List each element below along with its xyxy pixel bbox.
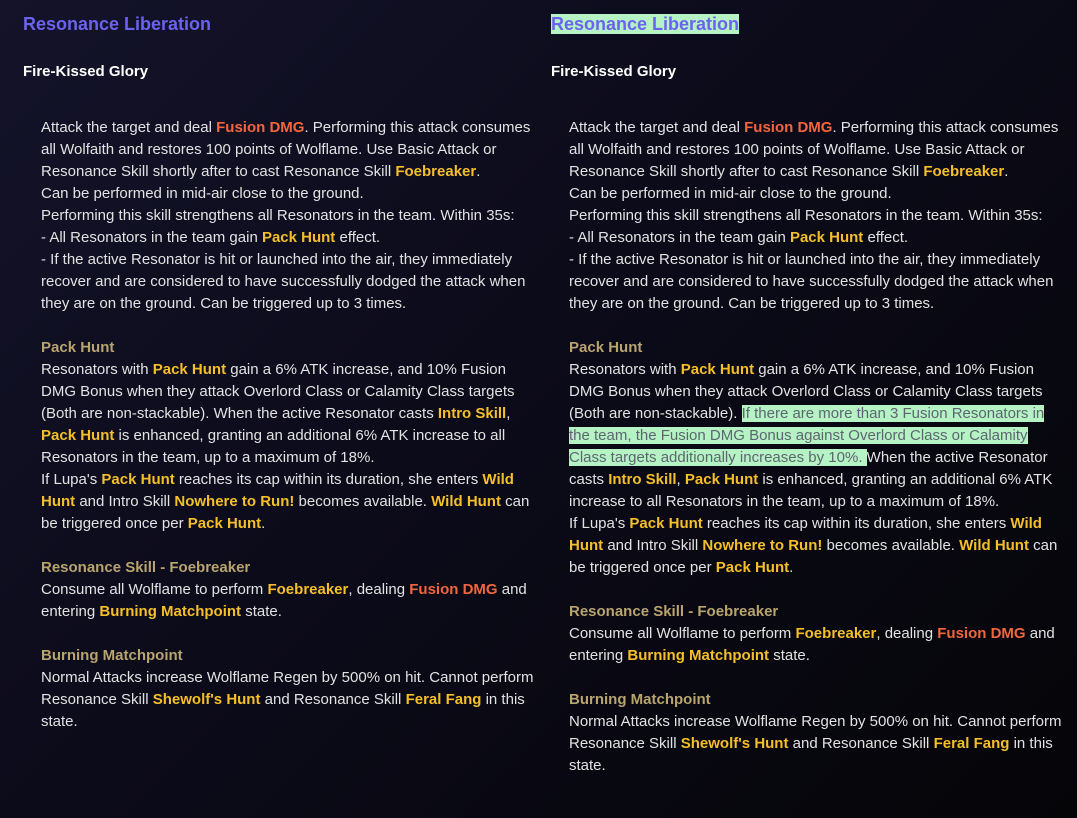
text: state. <box>241 603 282 620</box>
text: and entering <box>41 581 527 620</box>
text: Attack the target and deal <box>569 119 745 136</box>
text: Resonators with <box>569 361 681 378</box>
wild-hunt-paragraph <box>569 513 1066 579</box>
keyword: Foebreaker <box>795 625 877 642</box>
text: , <box>506 405 511 422</box>
keyword: Pack Hunt <box>684 471 759 488</box>
text: . <box>1004 163 1009 180</box>
pack-hunt-heading: Pack Hunt <box>569 339 643 356</box>
keyword: Nowhere to Run! <box>174 493 295 510</box>
text: can be triggered once per <box>41 493 530 532</box>
text: can be triggered once per <box>569 537 1058 576</box>
text: in this state. <box>41 691 525 730</box>
text: , <box>676 471 685 488</box>
text: becomes available. <box>294 493 432 510</box>
text: and Intro Skill <box>75 493 175 510</box>
keyword: Burning Matchpoint <box>99 603 242 620</box>
text: Normal Attacks increase Wolflame Regen by 500% on hit. Cannot perform Resonance Skill <box>41 669 534 708</box>
keyword: Pack Hunt <box>101 471 175 488</box>
main-paragraph <box>569 117 1066 183</box>
keyword: Wild Hunt <box>569 515 1042 554</box>
text: , dealing <box>876 625 938 642</box>
section-title-text: Resonance Liberation <box>551 14 740 34</box>
keyword: Pack Hunt <box>187 515 262 532</box>
keyword: Feral Fang <box>405 691 482 708</box>
text: becomes available. <box>822 537 960 554</box>
text: Consume all Wolflame to perform <box>41 581 268 598</box>
bullet-line: - If the active Resonator is hit or launched into the air, they immediately recover and are considered to have successfully dodged the attack when they are on the ground. Can be triggered up to 3 times. <box>41 251 526 312</box>
keyword: Intro Skill <box>608 471 677 488</box>
text: - All Resonators in the team gain <box>41 229 262 246</box>
keyword: Wild Hunt <box>431 493 501 510</box>
spacer <box>41 623 538 645</box>
bullet-line: - If the active Resonator is hit or launched into the air, they immediately recover and are considered to have successfully dodged the attack when they are on the ground. Can be triggered up to 3 times. <box>569 251 1054 312</box>
keyword: Fusion DMG <box>937 625 1026 642</box>
burning-matchpoint-heading: Burning Matchpoint <box>569 691 711 708</box>
text: . <box>789 559 794 576</box>
spacer <box>569 579 1066 601</box>
text: If Lupa's <box>41 471 102 488</box>
text: . <box>261 515 266 532</box>
foebreaker-paragraph <box>41 579 538 623</box>
text: Attack the target and deal <box>41 119 217 136</box>
section-title <box>551 12 739 36</box>
text-line: Performing this skill strengthens all Resonators in the team. Within 35s: <box>41 207 515 224</box>
text-line: Performing this skill strengthens all Resonators in the team. Within 35s: <box>569 207 1043 224</box>
pack-hunt-paragraph <box>569 359 1066 513</box>
text: and Resonance Skill <box>260 691 406 708</box>
foebreaker-heading: Resonance Skill - Foebreaker <box>569 603 779 620</box>
text: state. <box>769 647 810 664</box>
keyword: Feral Fang <box>933 735 1010 752</box>
main-paragraph <box>41 117 538 183</box>
text: Normal Attacks increase Wolflame Regen by 500% on hit. Cannot perform Resonance Skill <box>569 713 1062 752</box>
spacer <box>41 315 538 337</box>
keyword: Pack Hunt <box>789 229 864 246</box>
bullet-line <box>41 227 538 249</box>
keyword: Pack Hunt <box>261 229 336 246</box>
keyword: Fusion DMG <box>216 119 305 136</box>
keyword: Pack Hunt <box>152 361 227 378</box>
text: and Resonance Skill <box>788 735 934 752</box>
keyword: Foebreaker <box>923 163 1005 180</box>
text: and entering <box>569 625 1055 664</box>
keyword: Wild Hunt <box>959 537 1029 554</box>
text: reaches its cap within its duration, she enters <box>174 471 483 488</box>
keyword: Pack Hunt <box>680 361 755 378</box>
text: and Intro Skill <box>603 537 703 554</box>
keyword: Fusion DMG <box>744 119 833 136</box>
text: is enhanced, granting an additional 6% ATK increase to all Resonators in the team, up to a maximum of 18%. <box>569 471 1053 510</box>
text: , dealing <box>348 581 410 598</box>
keyword: Fusion DMG <box>409 581 498 598</box>
added-text-highlight: If there are more than 3 Fusion Resonators in the team, the Fusion DMG Bonus against Overlord Class or Calamity Class targets additionally increases by 10%. <box>569 405 1045 466</box>
keyword: Foebreaker <box>267 581 349 598</box>
wild-hunt-paragraph <box>41 469 538 535</box>
text-line: Can be performed in mid-air close to the ground. <box>41 185 364 202</box>
text: reaches its cap within its duration, she enters <box>702 515 1011 532</box>
burning-matchpoint-paragraph <box>41 667 538 733</box>
keyword: Burning Matchpoint <box>627 647 770 664</box>
skill-description <box>569 117 1066 777</box>
foebreaker-heading: Resonance Skill - Foebreaker <box>41 559 251 576</box>
text: effect. <box>863 229 909 246</box>
foebreaker-paragraph <box>569 623 1066 667</box>
text: gain a 6% ATK increase, and 10% Fusion DMG Bonus when they attack Overlord Class or Calamity Class targets (Both are non-stackable). <box>569 361 1043 422</box>
pack-hunt-heading: Pack Hunt <box>41 339 115 356</box>
keyword: Foebreaker <box>395 163 477 180</box>
keyword: Shewolf's Hunt <box>680 735 789 752</box>
burning-matchpoint-heading: Burning Matchpoint <box>41 647 183 664</box>
text: in this state. <box>569 735 1053 774</box>
text: gain a 6% ATK increase, and 10% Fusion DMG Bonus when they attack Overlord Class or Calamity Class targets (Both are non-stackable). When the active Resonator casts <box>41 361 515 422</box>
text: . Performing this attack consumes all Wolfaith and restores 100 points of Wolflame. Use Basic Attack or Resonance Skill shortly after to cast Resonance Skill <box>569 119 1059 180</box>
text: Consume all Wolflame to perform <box>569 625 796 642</box>
text: Resonators with <box>41 361 153 378</box>
keyword: Pack Hunt <box>715 559 790 576</box>
text: . Performing this attack consumes all Wolfaith and restores 100 points of Wolflame. Use Basic Attack or Resonance Skill shortly after to cast Resonance Skill <box>41 119 531 180</box>
spacer <box>41 535 538 557</box>
text: When the active Resonator casts <box>569 449 1048 488</box>
text: If Lupa's <box>569 515 630 532</box>
text: effect. <box>335 229 381 246</box>
skill-name: Fire-Kissed Glory <box>23 63 149 80</box>
keyword: Pack Hunt <box>41 427 115 444</box>
spacer <box>569 315 1066 337</box>
text-line: Can be performed in mid-air close to the ground. <box>569 185 892 202</box>
bullet-line <box>569 227 1066 249</box>
text: is enhanced, granting an additional 6% ATK increase to all Resonators in the team, up to a maximum of 18%. <box>41 427 506 466</box>
keyword: Shewolf's Hunt <box>152 691 261 708</box>
keyword: Nowhere to Run! <box>702 537 823 554</box>
keyword: Wild Hunt <box>41 471 514 510</box>
pack-hunt-paragraph <box>41 359 538 469</box>
keyword: Intro Skill <box>437 405 507 422</box>
spacer <box>569 667 1066 689</box>
burning-matchpoint-paragraph <box>569 711 1066 777</box>
skill-name: Fire-Kissed Glory <box>551 63 677 80</box>
text: - All Resonators in the team gain <box>569 229 790 246</box>
text: . <box>476 163 481 180</box>
section-title: Resonance Liberation <box>23 14 212 34</box>
keyword: Pack Hunt <box>629 515 703 532</box>
skill-description <box>41 117 538 733</box>
